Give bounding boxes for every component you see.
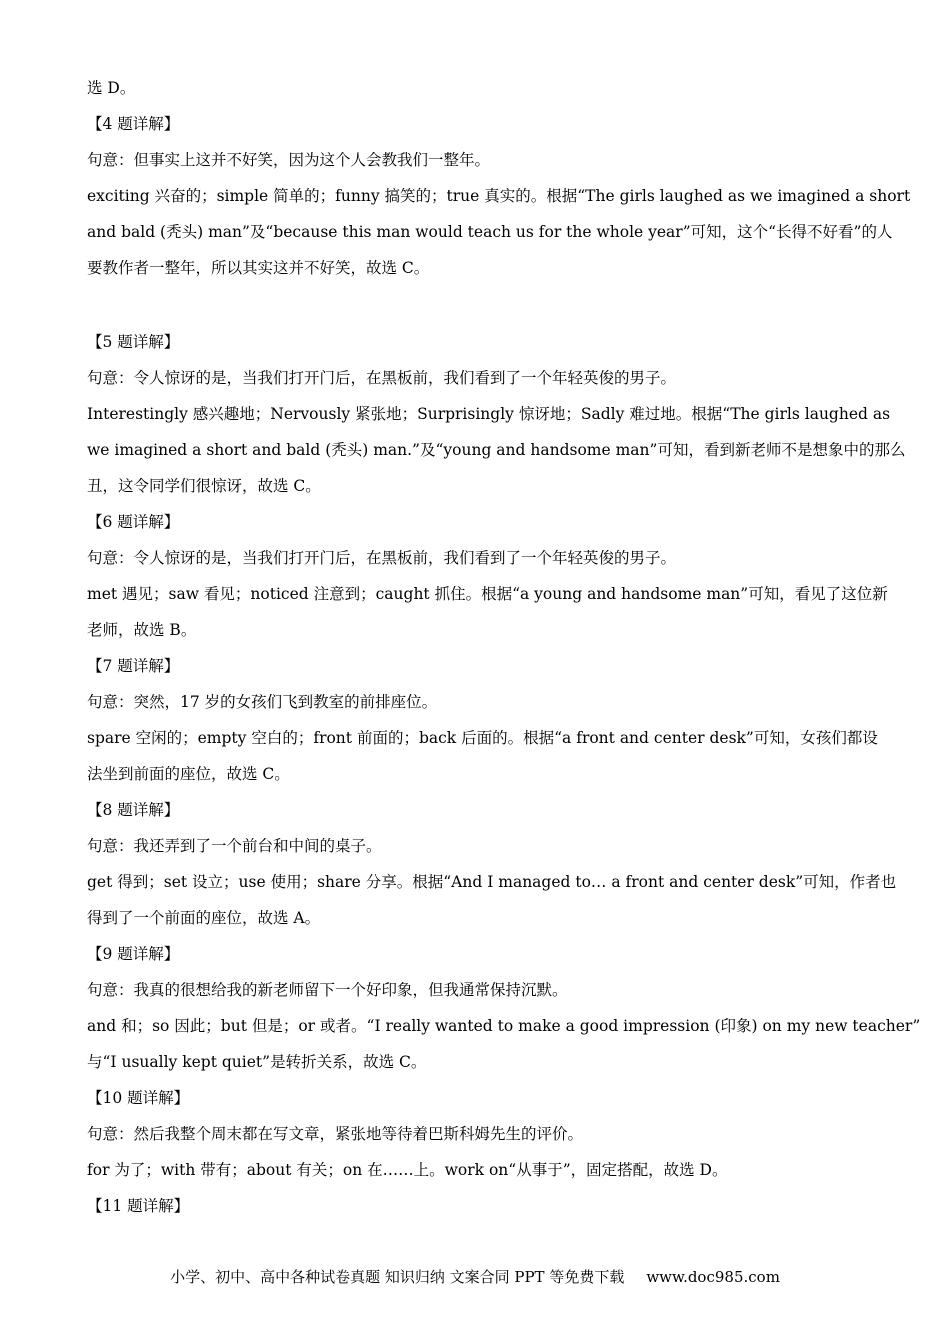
- footer-url[interactable]: www.doc985.com: [646, 1268, 780, 1286]
- text-line: Interestingly 感兴趣地；Nervously 紧张地；Surprisingly 惊讶地；Sadly 难过地。根据“The girls laughed as: [87, 405, 891, 423]
- section-heading-5: 【5 题详解】: [87, 333, 180, 351]
- text-line: 句意：但事实上这并不好笑，因为这个人会教我们一整年。: [87, 151, 491, 169]
- text-line: for 为了；with 带有；about 有关；on 在……上。work on“从事于”，固定搭配，故选 D。: [87, 1161, 728, 1179]
- text-line: and bald (秃头) man”及“because this man would teach us for the whole year”可知，这个“长得不好看”的人: [87, 223, 893, 241]
- section-heading-4: 【4 题详解】: [87, 115, 180, 133]
- text-line: 得到了一个前面的座位，故选 A。: [87, 909, 321, 927]
- section-heading-6: 【6 题详解】: [87, 513, 180, 531]
- text-line: we imagined a short and bald (秃头) man.”及“young and handsome man”可知，看到新老师不是想象中的那么: [87, 441, 906, 459]
- text-line: 要教作者一整年，所以其实这并不好笑，故选 C。: [87, 259, 430, 277]
- section-heading-10: 【10 题详解】: [87, 1089, 190, 1107]
- text-line: 法坐到前面的座位，故选 C。: [87, 765, 290, 783]
- text-line: 老师，故选 B。: [87, 621, 197, 639]
- section-heading-8: 【8 题详解】: [87, 801, 180, 819]
- text-line: 句意：然后我整个周末都在写文章，紧张地等待着巴斯科姆先生的评价。: [87, 1125, 584, 1143]
- document-body: [87, 70, 921, 1224]
- text-line: 句意：我还弄到了一个前台和中间的桌子。: [87, 837, 382, 855]
- text-line: 句意：令人惊讶的是，当我们打开门后，在黑板前，我们看到了一个年轻英俊的男子。: [87, 369, 677, 387]
- text-line: 与“I usually kept quiet”是转折关系，故选 C。: [87, 1053, 427, 1071]
- text-line: 丑，这令同学们很惊讶，故选 C。: [87, 477, 321, 495]
- section-heading-11: 【11 题详解】: [87, 1197, 190, 1215]
- section-heading-9: 【9 题详解】: [87, 945, 180, 963]
- footer-text: 小学、初中、高中各种试卷真题 知识归纳 文案合同 PPT 等免费下载: [170, 1268, 625, 1286]
- text-line: met 遇见；saw 看见；noticed 注意到；caught 抓住。根据“a young and handsome man”可知，看见了这位新: [87, 585, 888, 603]
- blank-line: [87, 286, 867, 324]
- text-line: 句意：我真的很想给我的新老师留下一个好印象，但我通常保持沉默。: [87, 981, 568, 999]
- text-line: spare 空闲的；empty 空白的；front 前面的；back 后面的。根据“a front and center desk”可知，女孩们都设: [87, 729, 878, 747]
- section-heading-7: 【7 题详解】: [87, 657, 180, 675]
- text-line: exciting 兴奋的；simple 简单的；funny 搞笑的；true 真实的。根据“The girls laughed as we imagined a short: [87, 187, 911, 205]
- page-footer: [0, 1266, 950, 1287]
- text-line: 句意：令人惊讶的是，当我们打开门后，在黑板前，我们看到了一个年轻英俊的男子。: [87, 549, 677, 567]
- text-line: 选 D。: [87, 79, 136, 97]
- text-line: and 和；so 因此；but 但是；or 或者。“I really wanted to make a good impression (印象) on my new teacher”: [87, 1017, 921, 1035]
- text-line: get 得到；set 设立；use 使用；share 分享。根据“And I managed to… a front and center desk”可知，作者也: [87, 873, 897, 891]
- text-line: 句意：突然，17 岁的女孩们飞到教室的前排座位。: [87, 693, 438, 711]
